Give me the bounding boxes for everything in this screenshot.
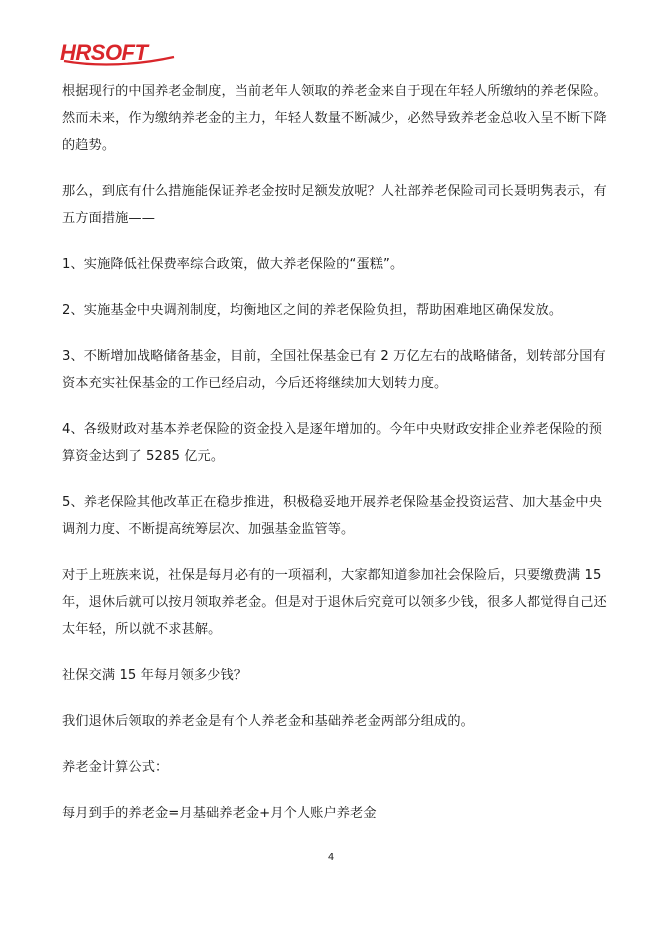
page-number: 4 xyxy=(327,852,335,863)
paragraph-formula-label: 养老金计算公式： xyxy=(62,760,169,775)
paragraph-office-workers: 对于上班族来说，社保是每月必有的一项福利，大家都知道参加社会保险后，只要缴费满 15 年，退休后就可以按月领取养老金。但是对于退休后究竟可以领多少钱，很多人都觉得自己还太年轻，所以就不求甚解。 xyxy=(62,568,607,637)
paragraph-measure-4: 4、各级财政对基本养老保险的资金投入是逐年增加的。今年中央财政安排企业养老保险的预算资金达到了 5285 亿元。 xyxy=(62,422,602,464)
paragraph-intro: 根据现行的中国养老金制度，当前老年人领取的养老金来自于现在年轻人所缴纳的养老保险。然而未来，作为缴纳养老金的主力，年轻人数量不断减少，必然导致养老金总收入呈不断下降的趋势。 xyxy=(62,84,607,153)
paragraph-measure-3: 3、不断增加战略储备基金，目前，全国社保基金已有 2 万亿左右的战略储备，划转部分国有资本充实社保基金的工作已经启动，今后还将继续加大划转力度。 xyxy=(62,349,606,391)
svg-text:HRSOFT: HRSOFT xyxy=(60,40,148,65)
paragraph-formula: 每月到手的养老金=月基础养老金+月个人账户养老金 xyxy=(62,806,377,821)
hrsoft-logo xyxy=(58,40,178,68)
paragraph-measure-5: 5、养老保险其他改革正在稳步推进，积极稳妥地开展养老保险基金投资运营、加大基金中央调剂力度、不断提高统筹层次、加强基金监管等。 xyxy=(62,495,602,537)
document-body xyxy=(62,78,607,827)
paragraph-pension-composition: 我们退休后领取的养老金是有个人养老金和基础养老金两部分组成的。 xyxy=(62,714,474,729)
hrsoft-logo-mark xyxy=(58,40,178,68)
paragraph-question: 那么，到底有什么措施能保证养老金按时足额发放呢？人社部养老保险司司长聂明隽表示，有五方面措施—— xyxy=(62,184,607,226)
paragraph-measure-1: 1、实施降低社保费率综合政策，做大养老保险的“蛋糕”。 xyxy=(62,257,404,272)
paragraph-measure-2: 2、实施基金中央调剂制度，均衡地区之间的养老保险负担，帮助困难地区确保发放。 xyxy=(62,303,563,318)
paragraph-subheading-question: 社保交满 15 年每月领多少钱？ xyxy=(62,668,248,683)
